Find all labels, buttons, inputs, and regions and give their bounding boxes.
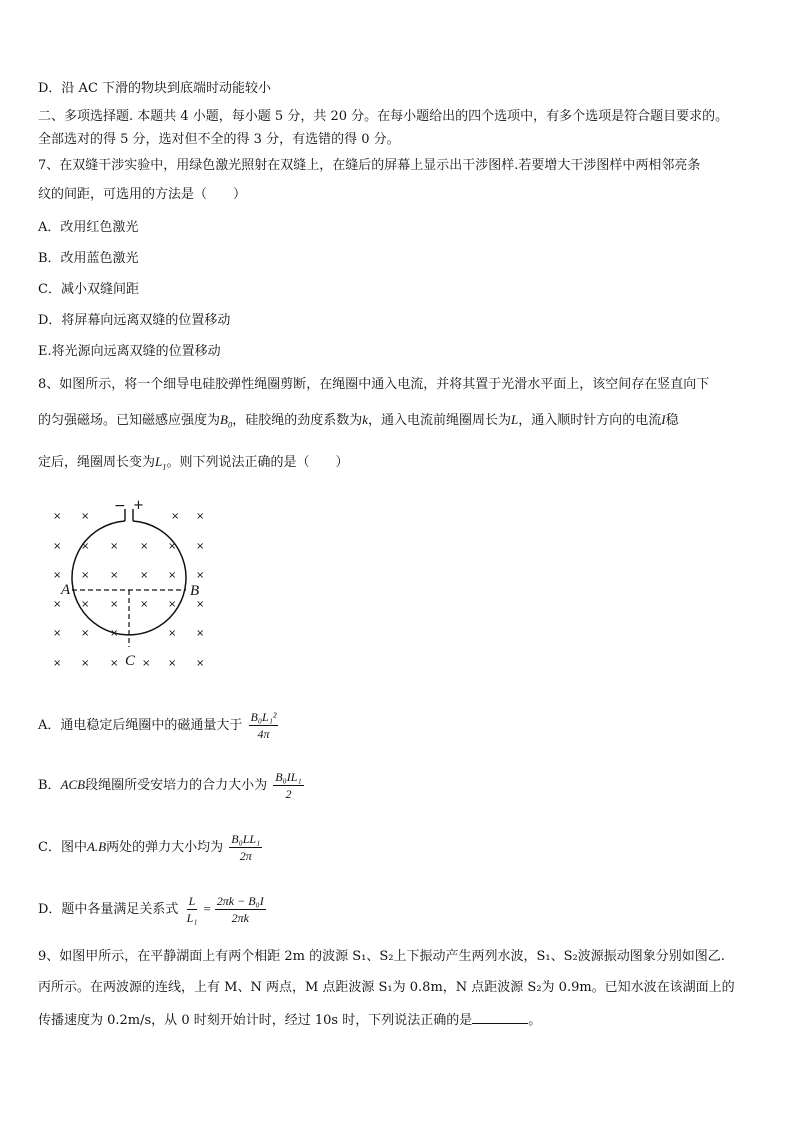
question9-line2: 丙所示。在两波源的连线，上有 M、N 两点，M 点距波源 S₁为 0.8m，N 点距波源 S₂为 0.9m。已知水波在该湖面上的 <box>38 980 735 995</box>
question7-option-a: A．改用红色激光 <box>38 220 139 235</box>
question8-option-c <box>38 832 264 863</box>
figure-svg <box>44 494 224 674</box>
question8-line3 <box>38 454 349 475</box>
option-a-text: A．通电稳定后绳圈中的磁通量大于 <box>38 718 243 733</box>
option-d-previous: D．沿 AC 下滑的物块到底端时动能较小 <box>38 81 272 96</box>
field-cross: × <box>53 511 62 522</box>
symbol-l: L <box>511 412 519 427</box>
field-cross: × <box>53 628 62 639</box>
field-cross: × <box>81 570 90 581</box>
field-cross: × <box>140 599 149 610</box>
field-cross: × <box>171 511 180 522</box>
question8-option-b <box>38 770 306 801</box>
field-cross: × <box>81 658 90 669</box>
question9-line1: 9、如图甲所示，在平静湖面上有两个相距 2m 的波源 S₁、S₂上下振动产生两列水波，S₁、S₂波源振动图象分别如图乙. <box>38 949 725 964</box>
fraction-d-right: $\frac{\text{2πk − B₀I}}{2\pi k}$ <box>216 894 264 925</box>
plus-terminal: + <box>133 498 144 513</box>
question8-line1: 8、如图所示，将一个细导电硅胶弹性绳圈剪断，在绳圈中通入电流，并将其置于光滑水平面上，该空间存在竖直向下 <box>38 377 710 392</box>
field-cross: × <box>81 628 90 639</box>
q8-text: 稳 <box>665 413 679 428</box>
question7-option-d: D．将屏幕向远离双缝的位置移动 <box>38 313 231 328</box>
question9-period: 。 <box>528 1013 542 1028</box>
question7-option-e: E.将光源向远离双缝的位置移动 <box>38 344 221 359</box>
q8-text: 的匀强磁场。已知磁感应强度为 <box>38 413 221 428</box>
field-cross: × <box>196 658 205 669</box>
question7-line1: 7、在双缝干涉实验中，用绿色激光照射在双缝上，在缝后的屏幕上显示出干涉图样.若要增大干涉图样中两相邻亮条 <box>38 158 701 173</box>
point-a-label: A <box>61 582 71 598</box>
field-cross: × <box>110 658 119 669</box>
field-cross: × <box>53 570 62 581</box>
field-cross: × <box>168 599 177 610</box>
point-c-label: C <box>125 653 136 669</box>
question8-line2 <box>38 412 679 433</box>
answer-blank <box>472 1011 528 1024</box>
field-cross: × <box>196 511 205 522</box>
field-cross: × <box>81 511 90 522</box>
equals-sign: = <box>203 901 211 916</box>
fraction-c: $\frac{\text{B₀LL₁}}{2\pi}$ <box>231 832 261 863</box>
field-cross: × <box>196 628 205 639</box>
fraction-d-left: $\frac{L}{\text{L₁}}$ <box>186 894 198 925</box>
field-cross: × <box>168 628 177 639</box>
question7-option-b: B．改用蓝色激光 <box>38 251 139 266</box>
field-cross: × <box>168 658 177 669</box>
field-cross: × <box>53 658 62 669</box>
field-cross: × <box>142 658 151 669</box>
section-heading-line1: 二、多项选择题. 本题共 4 小题，每小题 5 分，共 20 分。在每小题给出的四个选项中，有多个选项是符合题目要求的。 <box>38 109 729 124</box>
field-cross: × <box>110 599 119 610</box>
field-cross: × <box>110 628 119 639</box>
q8-text: ，通入顺时针方向的电流 <box>518 413 662 428</box>
field-cross: × <box>53 541 62 552</box>
q8-text: ，通入电流前绳圈周长为 <box>368 413 512 428</box>
symbol-i: I <box>661 412 666 427</box>
fraction-b: $\frac{\text{B₀IL₁}}{2}$ <box>275 770 302 801</box>
field-cross: × <box>53 599 62 610</box>
field-cross: × <box>196 599 205 610</box>
option-b-text: 段绳圈所受安培力的合力大小为 <box>85 778 268 793</box>
question7-option-c: C．减小双缝间距 <box>38 282 139 297</box>
magnetic-field-loop-figure <box>44 494 224 678</box>
field-cross: × <box>168 570 177 581</box>
symbol-acb: ACB <box>60 777 86 792</box>
option-b-label: B． <box>38 778 61 793</box>
minus-terminal: − <box>114 498 126 514</box>
field-cross: × <box>140 541 149 552</box>
question7-line2: 纹的间距，可选用的方法是（ ） <box>38 187 247 202</box>
field-cross: × <box>81 599 90 610</box>
field-cross: × <box>110 541 119 552</box>
q8-text: 定后，绳圈周长变为 <box>38 455 156 470</box>
symbol-k: k <box>362 412 369 427</box>
q8-text: 。则下列说法正确的是（ ） <box>166 455 349 470</box>
field-cross: × <box>110 570 119 581</box>
option-c-text: 两处的弹力大小均为 <box>106 840 224 855</box>
symbol-l1: $L_1$ <box>155 454 167 472</box>
symbol-ab: A.B <box>86 839 107 854</box>
section-heading-line2: 全部选对的得 5 分，选对但不全的得 3 分，有选错的得 0 分。 <box>38 132 400 147</box>
field-cross: × <box>168 541 177 552</box>
option-d-text: D．题中各量满足关系式 <box>38 902 179 917</box>
field-cross: × <box>196 570 205 581</box>
field-cross: × <box>140 570 149 581</box>
question9-text: 传播速度为 0.2m/s，从 0 时刻开始计时，经过 10s 时，下列说法正确的是 <box>38 1013 473 1028</box>
field-cross: × <box>196 541 205 552</box>
option-c-text: C．图中 <box>38 840 87 855</box>
q8-text: ，硅胶绳的劲度系数为 <box>232 413 363 428</box>
fraction-a: $\frac{\text{B₀L₁²}}{4\pi}$ <box>250 710 277 741</box>
symbol-b0: $B_0$ <box>220 412 233 430</box>
question8-option-a <box>38 710 280 741</box>
question8-option-d <box>38 894 268 925</box>
point-b-label: B <box>190 583 200 599</box>
field-cross: × <box>81 541 90 552</box>
question9-line3 <box>38 1011 541 1029</box>
